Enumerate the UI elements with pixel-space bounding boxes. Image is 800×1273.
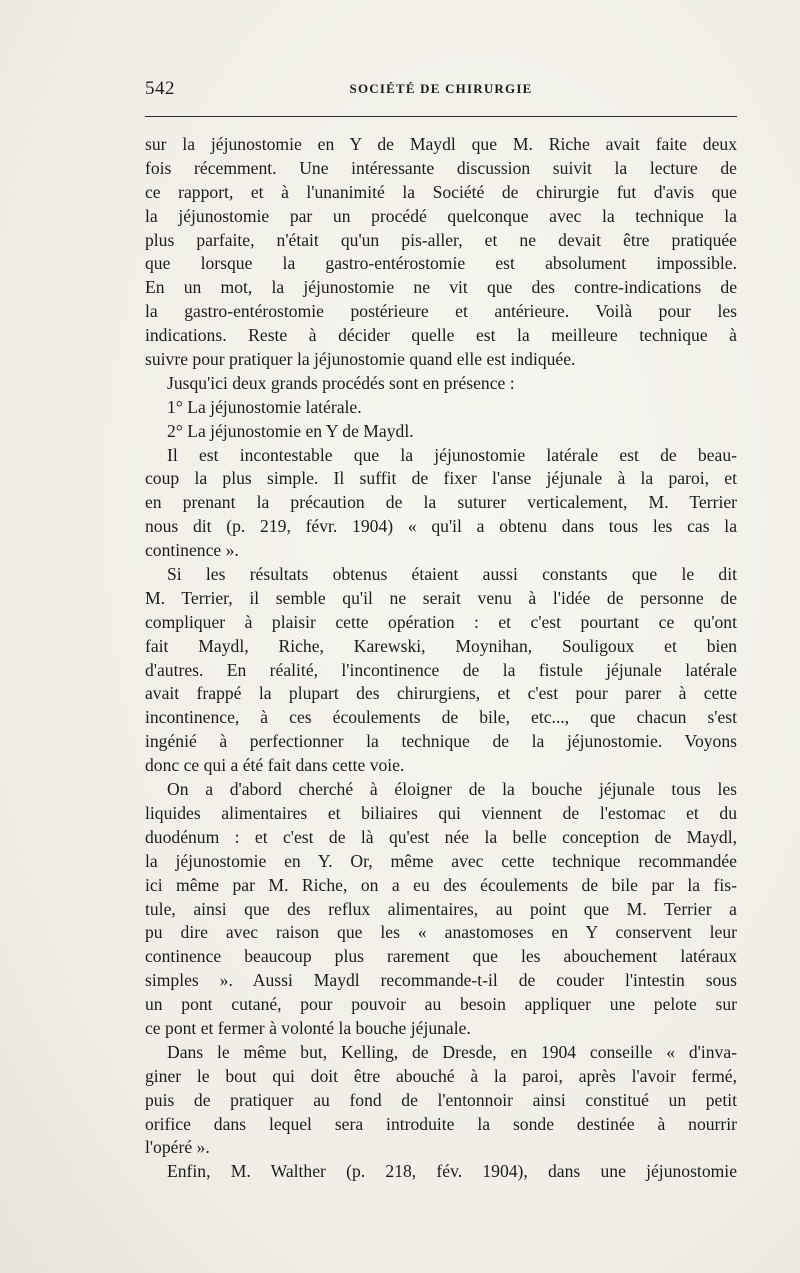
text-line: que lorsque la gastro-entérostomie est absolument impossible.	[145, 253, 737, 274]
body-text	[145, 133, 737, 1184]
text-line: Si les résultats obtenus étaient aussi constants que le dit	[167, 564, 737, 585]
text-line: incontinence, à ces écoulements de bile, etc..., que chacun s'est	[145, 707, 737, 728]
text-line: ce pont et fermer à volonté la bouche jéjunale.	[145, 1017, 471, 1038]
text-line: pu dire avec raison que les « anastomoses en Y conservent leur	[145, 922, 737, 943]
header-rule	[145, 116, 737, 117]
page-header	[145, 78, 737, 102]
text-line: simples ». Aussi Maydl recommande-t-il de couder l'intestin sous	[145, 970, 737, 991]
page-number: 542	[145, 78, 175, 99]
text-line: ingénié à perfectionner la technique de la jéjunostomie. Voyons	[145, 731, 737, 752]
text-line: sur la jéjunostomie en Y de Maydl que M. Riche avait faite deux	[145, 134, 737, 154]
text-line: puis de pratiquer au fond de l'entonnoir ainsi constitué un petit	[145, 1089, 737, 1110]
text-line: giner le bout qui doit être abouché à la paroi, après l'avoir fermé,	[145, 1065, 737, 1086]
text-line: On a d'abord cherché à éloigner de la bouche jéjunale tous les	[167, 779, 737, 800]
text-line: coup la plus simple. Il suffit de fixer l'anse jéjunale à la paroi, et	[145, 468, 737, 489]
text-line: Dans le même but, Kelling, de Dresde, en 1904 conseille « d'inva-	[167, 1041, 737, 1062]
text-line: Il est incontestable que la jéjunostomie latérale est de beau-	[167, 444, 737, 465]
text-line: Enfin, M. Walther (p. 218, fév. 1904), dans une jéjunostomie	[167, 1161, 737, 1182]
text-line: ce rapport, et à l'unanimité la Société de chirurgie fut d'avis que	[145, 181, 737, 202]
text-line: Jusqu'ici deux grands procédés sont en présence :	[167, 372, 515, 393]
text-line: la gastro-entérostomie postérieure et antérieure. Voilà pour les	[145, 301, 737, 322]
text-line: d'autres. En réalité, l'incontinence de la fistule jéjunale latérale	[145, 659, 737, 680]
text-line: plus parfaite, n'était qu'un pis-aller, et ne devait être pratiquée	[145, 229, 737, 250]
text-line: compliquer à plaisir cette opération : et c'est pourtant ce qu'ont	[145, 611, 737, 632]
text-line: l'opéré ».	[145, 1137, 210, 1158]
text-line: fois récemment. Une intéressante discussion suivit la lecture de	[145, 157, 737, 178]
text-line: donc ce qui a été fait dans cette voie.	[145, 755, 405, 776]
text-line: nous dit (p. 219, févr. 1904) « qu'il a obtenu dans tous les cas la	[145, 516, 737, 537]
text-line: avait frappé la plupart des chirurgiens, et c'est pour parer à cette	[145, 683, 737, 704]
text-line: liquides alimentaires et biliaires qui viennent de l'estomac et du	[145, 802, 737, 823]
text-line: la jéjunostomie par un procédé quelconque avec la technique la	[145, 205, 737, 226]
text-line: continence ».	[145, 540, 239, 561]
text-line: tule, ainsi que des reflux alimentaires, au point que M. Terrier a	[145, 898, 737, 919]
text-line: En un mot, la jéjunostomie ne vit que des contre-indications de	[145, 277, 737, 298]
text-line: M. Terrier, il semble qu'il ne serait venu à l'idée de personne de	[145, 587, 737, 608]
text-line: suivre pour pratiquer la jéjunostomie quand elle est indiquée.	[145, 349, 576, 370]
text-line: orifice dans lequel sera introduite la sonde destinée à nourrir	[145, 1113, 737, 1134]
text-line: en prenant la précaution de la suturer verticalement, M. Terrier	[145, 492, 737, 513]
text-line: un pont cutané, pour pouvoir au besoin appliquer une pelote sur	[145, 994, 737, 1015]
text-line: la jéjunostomie en Y. Or, même avec cette technique recommandée	[145, 850, 737, 871]
text-line: fait Maydl, Riche, Karewski, Moynihan, Souligoux et bien	[145, 635, 737, 656]
text-line: duodénum : et c'est de là qu'est née la belle conception de Maydl,	[145, 826, 737, 847]
running-title: SOCIÉTÉ DE CHIRURGIE	[349, 81, 533, 96]
text-line: 1° La jéjunostomie latérale.	[167, 396, 362, 417]
text-line: continence beaucoup plus rarement que les abouchement latéraux	[145, 946, 737, 967]
text-line: 2° La jéjunostomie en Y de Maydl.	[167, 420, 414, 441]
text-line: indications. Reste à décider quelle est la meilleure technique à	[145, 325, 737, 346]
text-line: ici même par M. Riche, on a eu des écoulements de bile par la fis-	[145, 874, 737, 895]
